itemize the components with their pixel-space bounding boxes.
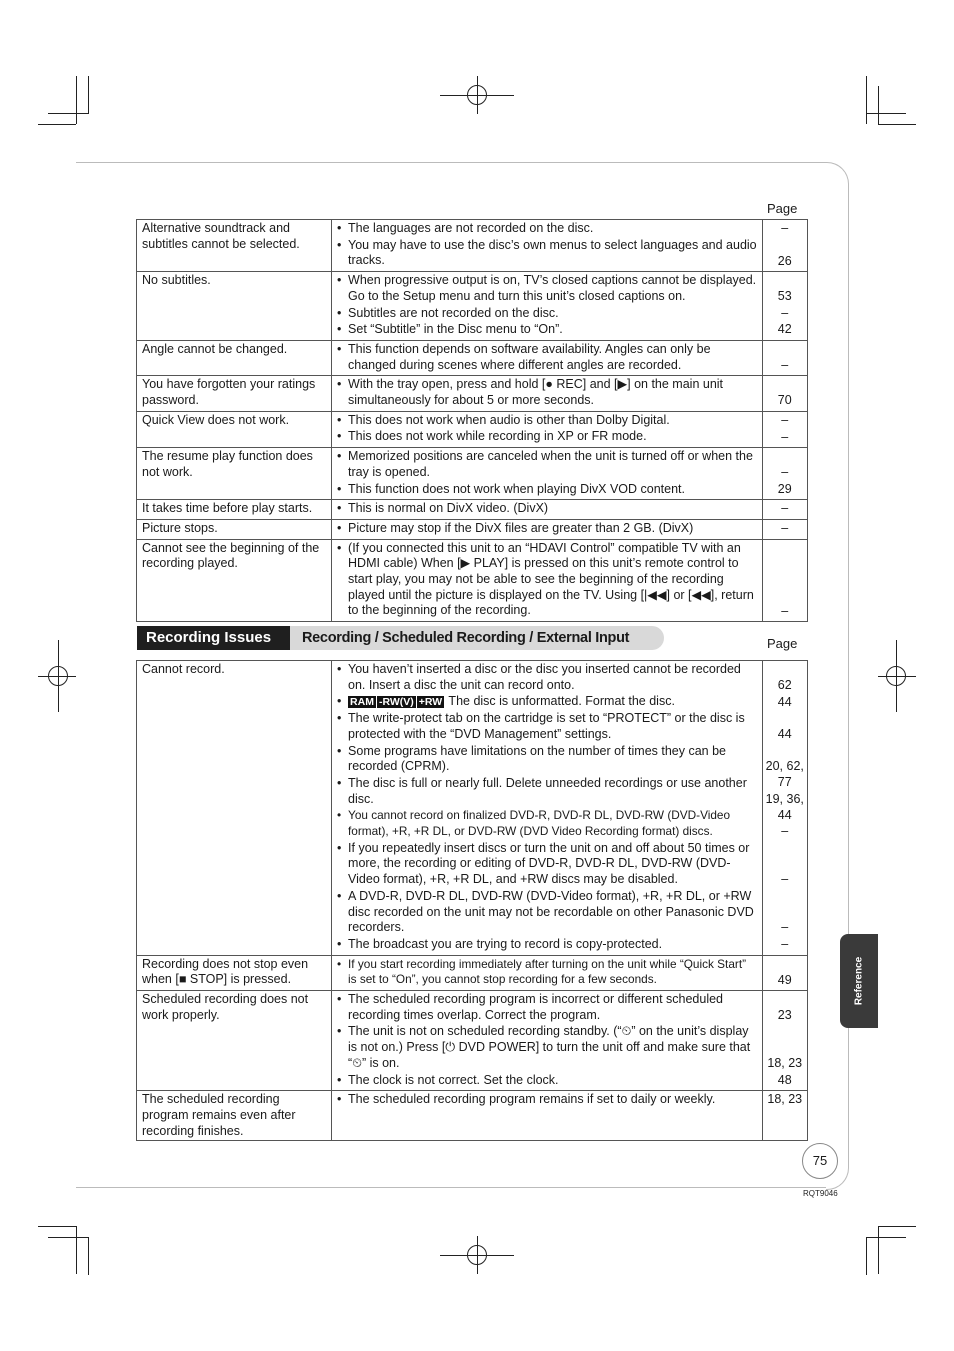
page-ref: – — [781, 872, 789, 887]
solution-cell — [332, 376, 762, 411]
page-ref: 62 — [777, 677, 792, 692]
table-row — [137, 539, 808, 622]
bullet-icon: • — [337, 808, 342, 823]
table-row — [137, 220, 808, 272]
solution-item — [337, 482, 757, 498]
solution-item — [337, 992, 757, 1023]
bullet-icon: • — [337, 481, 342, 496]
problem-cell: The resume play function does not work. — [137, 448, 332, 500]
page-ref: – — [781, 429, 789, 444]
page-ref: 19, 36, 44 — [765, 791, 804, 822]
solution-text: This is normal on DivX video. (DivX) — [348, 501, 549, 516]
solution-text: When progressive output is on, TV’s closed captions cannot be displayed. Go to the Setup menu and turn this unit’s closed captions on. — [348, 273, 757, 303]
solution-text: The disc is full or nearly full. Delete unneeded recordings or use another disc. — [348, 775, 747, 806]
page-ref-cell — [762, 519, 807, 539]
solution-text: The broadcast you are trying to record is copy-protected. — [348, 936, 663, 951]
bullet-icon: • — [337, 775, 342, 790]
table-row — [137, 411, 808, 447]
bullet-icon: • — [337, 221, 342, 235]
bullet-icon: • — [337, 694, 342, 709]
solution-item — [337, 711, 757, 742]
table-row — [137, 448, 808, 500]
playback-troubleshooting-table — [136, 219, 808, 622]
page-ref: 42 — [777, 322, 792, 337]
solution-text: The clock is not correct. Set the clock. — [348, 1072, 559, 1087]
page-ref: – — [781, 465, 789, 480]
solution-cell — [332, 500, 762, 520]
page-ref-cell — [762, 1091, 807, 1141]
solution-text: The write-protect tab on the cartridge is set to “PROTECT” or the disc is protected with the “DVD Management” settings. — [348, 711, 745, 741]
table-row — [137, 376, 808, 411]
page-ref-cell — [762, 991, 807, 1091]
problem-cell: No subtitles. — [137, 272, 332, 341]
problem-cell: Picture stops. — [137, 519, 332, 539]
table-row — [137, 272, 808, 341]
solution-text: The unit is not on scheduled recording standby. (“⏲” on the unit’s display is not on.) Press [⏻ DVD POWER] to turn the unit off and make sure that “⏲” is on. — [348, 1024, 751, 1070]
page-ref: 70 — [777, 393, 792, 408]
page-ref-cell — [762, 448, 807, 500]
page-column-header: Page — [767, 201, 798, 216]
problem-cell: You have forgotten your ratings password. — [137, 376, 332, 411]
page-ref-cell — [762, 661, 807, 956]
solution-cell — [332, 991, 762, 1091]
solution-item — [337, 889, 757, 936]
bullet-icon: • — [337, 936, 342, 951]
page-ref-cell — [762, 220, 807, 272]
page-ref: 29 — [777, 481, 792, 496]
disc-type-badge: +RW — [418, 696, 443, 709]
problem-cell: Cannot see the beginning of the recording played. — [137, 539, 332, 622]
problem-cell: Cannot record. — [137, 661, 332, 956]
solution-text: You cannot record on finalized DVD-R, DVD-R DL, DVD-RW (DVD-Video format), +R, +R DL, or DVD-RW (DVD Video Recording format) discs. — [348, 808, 731, 839]
solution-text: The scheduled recording program is incorrect or different scheduled recording times overlap. Correct the program. — [348, 992, 724, 1022]
solution-text: This function does not work when playing DivX VOD content. — [348, 481, 686, 496]
solution-cell — [332, 519, 762, 539]
table-row — [137, 661, 808, 956]
problem-cell: Recording does not stop even when [■ STOP] is pressed. — [137, 955, 332, 990]
solution-text: If you start recording immediately after turning on the unit while “Quick Start” is set to “On”, you cannot stop recording for a few seconds. — [348, 956, 747, 987]
solution-cell — [332, 1091, 762, 1141]
solution-item — [337, 322, 757, 338]
solution-text: The languages are not recorded on the disc. — [348, 221, 594, 235]
problem-cell: Scheduled recording does not work properly. — [137, 991, 332, 1091]
page-ref-cell — [762, 340, 807, 375]
page-ref: – — [781, 824, 789, 839]
table-row — [137, 519, 808, 539]
solution-item — [337, 541, 757, 620]
problem-cell: The scheduled recording program remains even after recording finishes. — [137, 1091, 332, 1141]
solution-cell — [332, 448, 762, 500]
solution-item — [337, 744, 757, 775]
disc-type-badge: -RW(V) — [378, 696, 414, 709]
solution-item — [337, 1073, 757, 1089]
solution-item — [337, 776, 757, 807]
page-ref: – — [781, 603, 789, 618]
page-ref: 44 — [777, 694, 792, 709]
solution-item — [337, 957, 757, 988]
bullet-icon: • — [337, 888, 342, 903]
bullet-icon: • — [337, 501, 342, 516]
solution-text: This function depends on software availability. Angles can only be changed during scenes where different angles are recorded. — [348, 341, 711, 372]
page-ref: – — [781, 521, 789, 536]
recording-troubleshooting-table — [136, 660, 808, 1141]
section-subtitle: Recording / Scheduled Recording / External Input — [302, 630, 630, 646]
problem-cell: Alternative soundtrack and subtitles cannot be selected. — [137, 220, 332, 272]
solution-text: With the tray open, press and hold [● REC] and [▶] on the main unit simultaneously for about 5 or more seconds. — [348, 377, 724, 408]
solution-text: You may have to use the disc’s own menus to select languages and audio tracks. — [348, 237, 757, 268]
table-row — [137, 500, 808, 520]
page-ref: 20, 62, 77 — [765, 759, 804, 790]
solution-item — [337, 1024, 757, 1071]
solution-text: Some programs have limitations on the number of times they can be recorded (CPRM). — [348, 743, 726, 774]
bullet-icon: • — [337, 322, 342, 337]
solution-text: A DVD-R, DVD-R DL, DVD-RW (DVD-Video format), +R, +R DL, or +RW disc recorded on the unit may not be recordable on other Panasonic DVD recorders. — [348, 888, 754, 935]
solution-text: Picture may stop if the DivX files are greater than 2 GB. (DivX) — [348, 520, 694, 535]
solution-item — [337, 449, 757, 480]
disc-type-badge: RAM — [350, 696, 374, 709]
bullet-icon: • — [337, 956, 342, 971]
page-ref: 26 — [777, 253, 792, 268]
bullet-icon: • — [337, 662, 342, 676]
solution-item — [337, 501, 757, 517]
page-ref: – — [781, 221, 789, 236]
solution-text: If you repeatedly insert discs or turn the unit on and off about 50 times or more, the recording or editing of DVD-R, DVD-R DL, DVD-RW (DVD-Video format), +R, +R DL, and +RW discs may be disabled. — [348, 840, 750, 887]
page-ref: 23 — [777, 1007, 792, 1022]
solution-text: This does not work while recording in XP or FR mode. — [348, 429, 647, 444]
reference-side-tab — [840, 934, 878, 1028]
bullet-icon: • — [337, 449, 342, 464]
solution-text: This does not work when audio is other than Dolby Digital. — [348, 412, 670, 427]
bullet-icon: • — [337, 992, 342, 1007]
bullet-icon: • — [337, 341, 342, 356]
page-ref-cell — [762, 376, 807, 411]
page-ref: 18, 23 — [767, 1056, 803, 1071]
page-ref-cell — [762, 955, 807, 990]
page-ref-cell — [762, 272, 807, 341]
solution-text: The disc is unformatted. Format the disc. — [445, 694, 675, 709]
solution-item — [337, 273, 757, 304]
solution-text: Subtitles are not recorded on the disc. — [348, 305, 559, 320]
solution-text: You haven’t inserted a disc or the disc you inserted cannot be recorded on. Insert a disc the unit can record onto. — [348, 662, 741, 692]
page-ref: – — [781, 305, 789, 320]
solution-item — [337, 413, 757, 429]
bullet-icon: • — [337, 412, 342, 427]
reference-tab-label: Reference — [853, 956, 865, 1006]
page-ref: – — [781, 357, 789, 372]
table-row — [137, 340, 808, 375]
document-code: RQT9046 — [803, 1189, 838, 1198]
solution-cell — [332, 272, 762, 341]
solution-cell — [332, 539, 762, 622]
bullet-icon: • — [337, 520, 342, 535]
solution-item — [337, 841, 757, 888]
bullet-icon: • — [337, 540, 342, 555]
solution-text: Memorized positions are canceled when the unit is turned off or when the tray is opened. — [348, 449, 753, 479]
solution-cell — [332, 661, 762, 956]
solution-item — [337, 808, 757, 839]
problem-cell: Quick View does not work. — [137, 411, 332, 447]
solution-text: (If you connected this unit to an “HDAVI Control” compatible TV with an HDMI cable) When [▶ PLAY] is pressed on this unit’s remote control to start play, you may not be able to see the beginning of the recording played until the picture is displayed on the TV. Using [|◀◀] or [◀◀], return to the beginning of the recording. — [348, 540, 754, 618]
page-ref: 48 — [777, 1072, 792, 1087]
bullet-icon: • — [337, 305, 342, 320]
page-ref-cell — [762, 539, 807, 622]
page-number: 75 — [802, 1143, 838, 1179]
solution-item — [337, 377, 757, 408]
solution-item — [337, 306, 757, 322]
page-column-header-2: Page — [767, 636, 798, 651]
solution-text: The scheduled recording program remains if set to daily or weekly. — [348, 1092, 716, 1107]
bullet-icon: • — [337, 377, 342, 392]
solution-item — [337, 238, 757, 269]
solution-cell — [332, 955, 762, 990]
bullet-icon: • — [337, 1092, 342, 1107]
page-ref: – — [781, 501, 789, 516]
table-row — [137, 1091, 808, 1141]
problem-cell: It takes time before play starts. — [137, 500, 332, 520]
solution-cell — [332, 340, 762, 375]
solution-item — [337, 221, 757, 237]
bullet-icon: • — [337, 429, 342, 444]
solution-cell — [332, 411, 762, 447]
solution-item — [337, 1092, 757, 1108]
table-row — [137, 991, 808, 1091]
solution-item — [337, 521, 757, 537]
bullet-icon: • — [337, 711, 342, 726]
table-row — [137, 955, 808, 990]
bullet-icon: • — [337, 743, 342, 758]
page-ref: – — [781, 920, 789, 935]
page-ref-cell — [762, 411, 807, 447]
solution-text: Set “Subtitle” in the Disc menu to “On”. — [348, 322, 563, 337]
bullet-icon: • — [337, 1024, 342, 1039]
bullet-icon: • — [337, 273, 342, 288]
page-ref: 49 — [777, 972, 792, 987]
solution-cell — [332, 220, 762, 272]
page-ref: 44 — [777, 727, 792, 742]
solution-item — [337, 662, 757, 693]
solution-item — [337, 694, 757, 710]
page-ref: – — [781, 412, 789, 427]
bullet-icon: • — [337, 1072, 342, 1087]
page-ref: – — [781, 937, 789, 952]
bullet-icon: • — [337, 840, 342, 855]
solution-item — [337, 937, 757, 953]
solution-item — [337, 342, 757, 373]
solution-item — [337, 429, 757, 445]
problem-cell: Angle cannot be changed. — [137, 340, 332, 375]
page-ref: 53 — [777, 289, 792, 304]
section-title: Recording Issues — [137, 626, 290, 650]
page-ref-cell — [762, 500, 807, 520]
bullet-icon: • — [337, 237, 342, 252]
page-ref: 18, 23 — [767, 1092, 803, 1107]
